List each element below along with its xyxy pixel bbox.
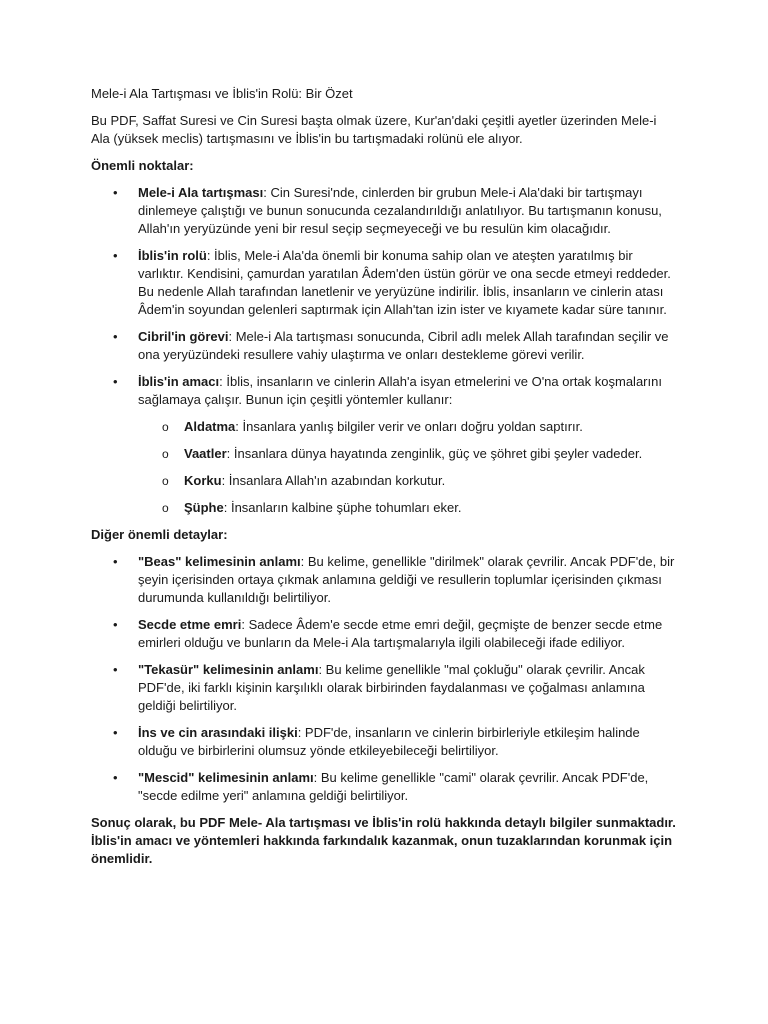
list-item [91,661,678,715]
list-item [91,247,678,319]
item-term: "Beas" kelimesinin anlamı [138,554,301,569]
intro-paragraph: Bu PDF, Saffat Suresi ve Cin Suresi başta olmak üzere, Kur'an'daki çeşitli ayetler üzerinden Mele-i Ala (yüksek meclis) tartışmasını ve İblis'in bu tartışmadaki rolünü ele alıyor. [91,113,657,146]
list-item [91,184,678,238]
list-item [91,724,678,760]
item-text: : İblis, Mele-i Ala'da önemli bir konuma sahip olan ve ateşten yaratılmış bir varlıktır. Kendisini, çamurdan yaratılan Âdem'den üstün görür ve ona secde etmeyi reddeder. Bu nedenle Allah tarafından lanetlenir ve yeryüzüne indirilir. İblis, insanların ve cinlerin atası Âdem'in soyundan gelenleri saptırmak için Allah'tan izin ister ve kıyamete kadar süre tanınır. [138,248,671,317]
item-text: : Mele-i Ala tartışması sonucunda, Cibril adlı melek Allah tarafından seçilir ve ona yeryüzündeki resullere vahiy ulaştırma ve onları destekleme görevi verilir. [138,329,669,362]
section-heading-other: Diğer önemli detaylar: [91,527,228,542]
conclusion-paragraph: Sonuç olarak, bu PDF Mele- Ala tartışması ve İblis'in rolü hakkında detaylı bilgiler sunmaktadır. İblis'in amacı ve yöntemleri hakkında farkındalık kazanmak, onun tuzaklarından korunmak için önemlidir. [91,815,676,866]
item-term: İns ve cin arasındaki ilişki [138,725,298,740]
section-heading-important: Önemli noktalar: [91,158,194,173]
method-text: : İnsanlara dünya hayatında zenginlik, güç ve şöhret gibi şeyler vadeder. [226,446,643,461]
sub-list-item [138,499,678,517]
item-term: Secde etme emri [138,617,242,632]
method-text: : İnsanlara Allah'ın azabından korkutur. [221,473,446,488]
method-term: Korku [184,473,222,488]
list-item [91,553,678,607]
document-title: Mele-i Ala Tartışması ve İblis'in Rolü: Bir Özet [91,86,353,101]
list-item [91,328,678,364]
item-text: : İblis, insanların ve cinlerin Allah'a isyan etmelerini ve O'na ortak koşmalarını sağlamaya çalışır. Bunun için çeşitli yöntemler kullanır: [138,374,662,407]
item-term: "Tekasür" kelimesinin anlamı [138,662,319,677]
method-text: : İnsanlara yanlış bilgiler verir ve onları doğru yoldan saptırır. [235,419,583,434]
item-text: : Bu kelime genellikle "cami" olarak çevrilir. Ancak PDF'de, "secde edilme yeri" anlamına geldiği belirtiliyor. [138,770,649,803]
sub-list-item [138,418,678,436]
item-term: Mele-i Ala tartışması [138,185,264,200]
list-item [91,373,678,517]
item-term: "Mescid" kelimesinin anlamı [138,770,314,785]
item-text: : Bu kelime genellikle "mal çokluğu" olarak çevrilir. Ancak PDF'de, iki farklı kişinin karşılıklı olarak birbirinden faydalanması ve çoğalması anlamına geldiği belirtiliyor. [138,662,645,713]
item-text: : Bu kelime, genellikle "dirilmek" olarak çevrilir. Ancak PDF'de, bir şeyin içerisinden ortaya çıkmak anlamına geldiği ve resullerin toplumlar içerisinden çıkması durumunda kullanıldığı belirtiliyor. [138,554,675,605]
item-text: : Sadece Âdem'e secde etme emri değil, geçmişte de benzer secde etme emirleri olduğu ve bunların da Mele-i Ala tartışmalarıyla ilgili olabileceği ifade ediliyor. [138,617,663,650]
method-term: Şüphe [184,500,224,515]
method-term: Vaatler [184,446,227,461]
method-term: Aldatma [184,419,236,434]
list-item [91,769,678,805]
list-item [91,616,678,652]
important-points-list [91,184,678,517]
item-term: Cibril'in görevi [138,329,229,344]
item-text: : Cin Suresi'nde, cinlerden bir grubun Mele-i Ala'daki bir tartışmayı dinlemeye çalıştığı ve bunun sonucunda cezalandırıldığı anlatılıyor. Bu tartışmanın konusu, Allah'ın yeryüzünde yeni bir resul seçip seçmeyeceği ve bu resulün kim olacağıdır. [138,185,662,236]
item-term: İblis'in amacı [138,374,220,389]
sub-list-item [138,472,678,490]
methods-list [138,418,678,517]
item-term: İblis'in rolü [138,248,207,263]
method-text: : İnsanların kalbine şüphe tohumları eker. [223,500,462,515]
item-text: : PDF'de, insanların ve cinlerin birbirleriyle etkileşim halinde olduğu ve birbirlerini olumsuz yönde etkileyebileceği belirtiliyor. [138,725,640,758]
sub-list-item [138,445,678,463]
other-details-list [91,553,678,805]
